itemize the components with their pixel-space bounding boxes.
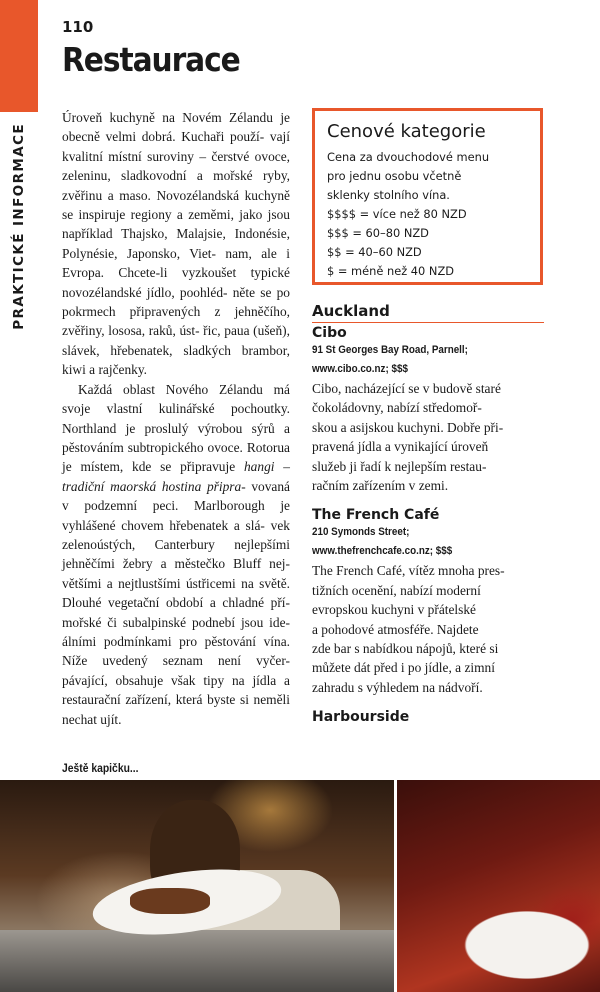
price-box-line: Cena za dvouchodové menu <box>327 150 490 164</box>
section-side-label <box>4 123 34 330</box>
price-box-line: sklenky stolního vína. <box>327 188 450 202</box>
price-box-line: pro jednu osobu včetně <box>327 169 462 183</box>
price-box-line: $$ = 40–60 NZD <box>327 245 422 259</box>
photo-dish-closeup <box>397 780 600 992</box>
food-shape <box>130 888 210 914</box>
restaurant-address: 91 St Georges Bay Road, Parnell; <box>312 344 468 356</box>
page-title: Restaurace <box>62 40 240 79</box>
photo-caption: Ještě kapičku... <box>62 763 139 775</box>
price-box-line: $ = méně než 40 NZD <box>327 264 455 278</box>
restaurant-website-link[interactable]: www.cibo.co.nz; $$$ <box>312 363 408 375</box>
region-heading-auckland: Auckland <box>312 302 544 323</box>
section-side-label-text: PRAKTICKÉ INFORMACE <box>11 123 27 330</box>
price-box-line: $$$$ = více než 80 NZD <box>327 207 467 221</box>
restaurant-address: 210 Symonds Street; <box>312 526 410 539</box>
counter-shape <box>0 930 394 992</box>
price-box-title: Cenové kategorie <box>327 121 486 142</box>
region-heading-harbourside: Harbourside <box>312 709 410 726</box>
restaurant-description: Cibo, nacházející se v budově staré čokoládovny, nabízí středomoř- skou a asijskou kuchyni. Dobře při- pravená jídla a vynikající úroveň služeb ji řadí k nejlepším restau- račním zařízením v zemi. <box>312 381 504 494</box>
restaurant-description: The French Café, vítěz mnoha pres- tižních ocenění, nabízí moderní evropskou kuchyni v přátelské a pohodové atmosféře. Najdete zde bar s nabídkou nápojů, které si můžete dát před i po jídle, a zimní zahradu s výhledem na nádvoří. <box>312 563 505 695</box>
price-category-box <box>312 108 543 285</box>
restaurant-name-french-cafe: The French Café <box>312 507 440 524</box>
body-paragraph-2: Každá oblast Nového Zélandu má svoje vlastní kulinářské pochoutky. Northland je proslulý výrobou sýrů a pěstováním subtropického ovoce. Rotorua je místem, kde se připravuje hangi – tradiční maorská hostina připra- vovaná v podzemní peci. Marlborough je vyhlášené chovem hřebenatek a slá- vek zelenoústých, Canterbury nejlepšími jehněčími žebry a městečko Bluff nej- většími a nejtlustšími ústřicemi na světě. Dlouhé vegetační období a chladné pří- mořské či subalpinské podnebí jsou ide- álními podmínkami pro pěstování vína. Níže uvedený seznam není vyčer- pávající, obsahuje však tipy na jídla a restaurační zařízení, která byste si neměli nechat ujít. <box>62 381 290 727</box>
body-text-column <box>62 108 290 729</box>
restaurant-name-cibo: Cibo <box>312 325 347 341</box>
page-number: 110 <box>62 18 94 36</box>
price-box-line: $$$ = 60–80 NZD <box>327 226 429 240</box>
body-paragraph-1: Úroveň kuchyně na Novém Zélandu je obecně velmi dobrá. Kuchaři použí- vají kvalitní místní suroviny – čerstvé ovoce, zeleninu, sladkovodní a mořské ryby, zvěřinu a maso. Novozélandská kuchyně se inspiruje regiony a zeměmi, jako jsou například Thajsko, Malajsie, Indonésie, Polynésie, Japonsko, Viet- nam, ale i Evropa. Chcete-li vyzkoušet typické novozélandské jídlo, poohléd- něte se po pokrmech připravených z jehněčího, zvěřiny, lososa, raků, úst- řic, paua (ušeň), slávek, hřebenatek, sladkých brambor, kiwi a rajčenky. <box>62 110 290 378</box>
orange-tab-decoration <box>0 0 38 112</box>
restaurant-listings <box>312 302 544 725</box>
photo-chef-plating <box>0 780 394 992</box>
restaurant-website-link[interactable]: www.thefrenchcafe.co.nz; $$$ <box>312 545 453 558</box>
